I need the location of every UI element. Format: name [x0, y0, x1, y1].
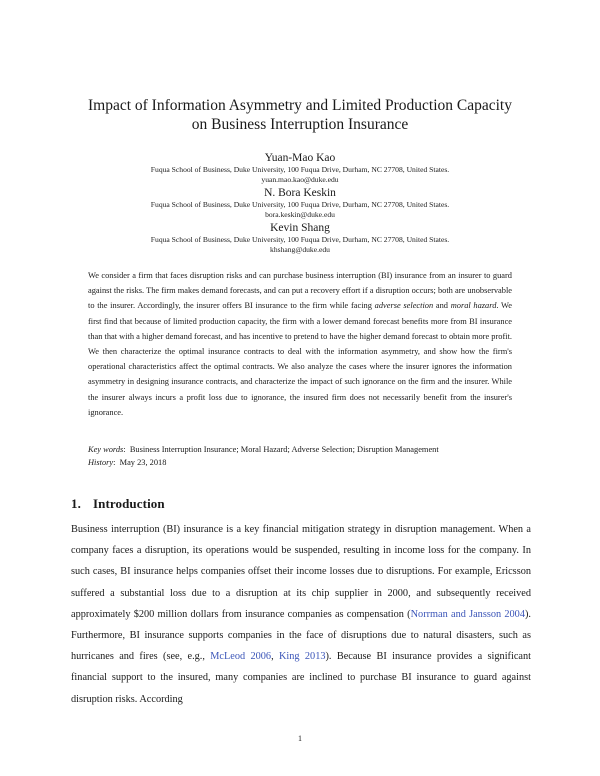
intro-text: , — [271, 651, 279, 663]
page-number: 1 — [298, 734, 302, 743]
abstract-text: and — [433, 301, 451, 311]
abstract-text: We consider a firm that faces disruption risks and can purchase business interruption (BI) insurance from an insurer to guard against the risks. The firm makes demand forecasts, and can put a recovery effort if a disruption occurs; both are unobservable to the insurer. Accordingly, the insurer offers BI insurance to the firm while facing — [88, 271, 512, 311]
title-line-2: on Business Interruption Insurance — [191, 116, 409, 133]
abstract-emphasis: moral hazard — [450, 301, 497, 311]
citation-link[interactable]: McLeod 2006 — [210, 651, 272, 663]
section-heading — [71, 496, 165, 512]
history-line: History: May 23, 2018 — [88, 458, 167, 467]
title-line-1: Impact of Information Asymmetry and Limited Production Capacity — [87, 97, 512, 114]
author-2 — [40, 186, 560, 220]
abstract-text: . We first find that because of limited production capacity, the firm with a lower demand forecast benefits more from BI insurance than that with a higher demand forecast, and has incentive to pretend to have the higher demand forecast to obtain more profit. We then characterize the optimal insurance contracts to deal with the information asymmetry, and show how the firm's operational characteristics affect the optimal contracts. We also analyze the cases where the insurer ignores the information asymmetry in designing insurance contracts, and characterize the impact of such ignorance on the firm and the insurer. While the insurer always incurs a profit loss due to ignorance, the insured firm does not necessarily benefit from the insurer's ignorance. — [88, 301, 512, 417]
history-text: May 23, 2018 — [119, 458, 167, 467]
author-affiliation: Fuqua School of Business, Duke University, 100 Fuqua Drive, Durham, NC 27708, United States. — [150, 165, 450, 174]
author-3 — [40, 221, 560, 255]
author-email[interactable]: khshang@duke.edu — [270, 245, 330, 254]
keywords-line: Key words: Business Interruption Insurance; Moral Hazard; Adverse Selection; Disruption Management — [88, 445, 439, 454]
intro-paragraph — [71, 519, 531, 710]
keywords-text: Business Interruption Insurance; Moral Hazard; Adverse Selection; Disruption Management — [129, 445, 439, 454]
author-name: Kevin Shang — [270, 222, 330, 234]
citation-link[interactable]: King 2013 — [278, 651, 326, 663]
author-affiliation: Fuqua School of Business, Duke University, 100 Fuqua Drive, Durham, NC 27708, United States. — [150, 235, 450, 244]
author-email[interactable]: bora.keskin@duke.edu — [265, 210, 335, 219]
section-number: 1. — [71, 496, 81, 511]
intro-text: ). Because BI insurance provides a significant financial support to the insured, many companies are inclined to purchase BI insurance to guard against disruption risks. According — [71, 651, 531, 705]
intro-text: Business interruption (BI) insurance is a key financial mitigation strategy in disruption management. When a company faces a disruption, its operations would be suspended, resulting in income loss for the company. In such cases, BI insurance helps companies offset their income losses due to disruptions. For example, Ericsson suffered a substantial loss due to a disruption at its chip supplier in 2000, and subsequently received approximately $200 million dollars from insurance companies as compensation ( — [71, 524, 531, 620]
paper-title — [60, 96, 540, 134]
abstract-emphasis: adverse selection — [374, 301, 434, 311]
author-affiliation: Fuqua School of Business, Duke University, 100 Fuqua Drive, Durham, NC 27708, United States. — [150, 200, 450, 209]
abstract — [88, 268, 512, 420]
history-label: History — [88, 458, 114, 467]
citation-link[interactable]: Norrman and Jansson 2004 — [410, 608, 525, 620]
author-1 — [40, 151, 560, 185]
author-name: Yuan-Mao Kao — [264, 152, 336, 164]
keywords-label: Key words — [88, 445, 124, 454]
author-name: N. Bora Keskin — [264, 187, 336, 199]
author-email[interactable]: yuan.mao.kao@duke.edu — [261, 175, 339, 184]
section-title: Introduction — [92, 496, 165, 511]
intro-text: ). Furthermore, BI insurance supports companies in the face of disruptions due to natural disasters, such as hurricanes and fires (see, e.g., — [71, 608, 531, 663]
